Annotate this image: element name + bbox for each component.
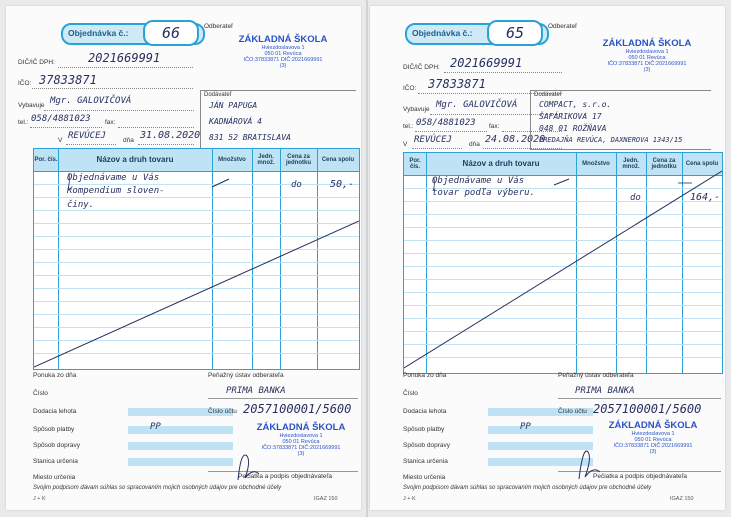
order-form-65	[370, 6, 725, 510]
col-quantity: Množstvo	[218, 156, 246, 163]
payment-value: PP	[150, 422, 161, 432]
supplier-line: COMPACT, s.r.o.	[539, 100, 612, 109]
col-name: Názov a druh tovaru	[96, 154, 174, 164]
dic-label: DIČ/IČ DPH:	[403, 64, 440, 71]
payment-value: PP	[520, 422, 531, 432]
col-unit: Jedn. množ.	[622, 157, 640, 170]
dic-value: 2021669991	[450, 56, 523, 70]
unit-price-value: do	[291, 180, 302, 190]
stamp-sign-label: Pečiatka a podpis objednávateľa	[238, 473, 333, 480]
col-unit-price: Cena za jednotku	[651, 157, 677, 170]
issued-by-value: Mgr. GALOVIČOVÁ	[50, 96, 132, 106]
order-number-label: Objednávka č.:	[412, 28, 473, 38]
supplier-line: JÁN PAPUGA	[209, 101, 258, 110]
col-unit-price: Cena za jednotku	[286, 153, 311, 166]
item-line: Objednávame u Vás	[432, 176, 525, 186]
supplier-line: PREDAJŇA REVÚCA, DAXNEROVA 1343/15	[539, 136, 683, 144]
unit-price-value: do	[630, 193, 641, 203]
dic-value: 2021669991	[88, 51, 161, 65]
supplier-line: 831 52 BRATISLAVA	[209, 133, 291, 142]
transport-label: Spôsob dopravy	[403, 442, 450, 449]
supplier-box	[200, 90, 356, 150]
consent-text: Svojim podpisom dávam súhlas so spracovaním mojich osobných údajov pre obchodné účely	[403, 485, 652, 491]
order-number: 66	[143, 20, 199, 46]
order-number: 65	[487, 20, 543, 46]
station-label: Stanica určenia	[33, 458, 78, 465]
issued-by-value: Mgr. GALOVIČOVÁ	[436, 100, 518, 110]
bank-label: Peňažný ústav odberateľa	[208, 372, 284, 379]
school-stamp-bottom: ZÁKLADNÁ ŠKOLA Hviezdoslavova 1 050 01 Revúca IČO:37833871 DIČ:2021669991 (3)	[608, 420, 698, 455]
bank-value: PRIMA BANKA	[575, 386, 635, 396]
items-table	[33, 148, 360, 370]
form-code-left: J + K	[403, 496, 416, 502]
supplier-box	[530, 90, 711, 150]
fax-label: fax:	[105, 119, 116, 126]
transport-label: Spôsob dopravy	[33, 442, 80, 449]
form-code-left: J + K	[33, 496, 46, 502]
town-prefix: V	[403, 141, 408, 148]
date-value: 31.08.2020	[140, 130, 201, 141]
total-value: 50,-	[330, 179, 355, 190]
day-label: dňa	[123, 137, 134, 144]
town-value: REVÚCEJ	[414, 135, 452, 145]
fax-label: fax:	[489, 123, 500, 130]
supplier-label: Dodávateľ	[534, 92, 562, 98]
customer-label: Odberateľ	[204, 23, 233, 30]
number-label: Číslo	[403, 390, 418, 397]
col-total: Cena spolu	[685, 160, 719, 167]
supplier-line: KADNÁROVÁ 4	[209, 117, 262, 126]
town-prefix: V	[58, 137, 63, 144]
place-label: Miesto určenia	[403, 474, 446, 481]
place-label: Miesto určenia	[33, 474, 76, 481]
day-label: dňa	[469, 141, 480, 148]
item-line: činy.	[67, 200, 95, 210]
supplier-line: 048 01 ROŽŇAVA	[539, 124, 607, 133]
col-total: Cena spolu	[321, 156, 355, 163]
issued-by-label: Vybavuje	[18, 102, 45, 109]
ico-label: IČO:	[18, 80, 32, 87]
col-number: Por. čís.	[409, 157, 421, 170]
school-stamp-top: ZÁKLADNÁ ŠKOLA Hviezdoslavova 1 050 01 Revúca IČO:37833871 DIČ:2021669991 (3)	[238, 34, 328, 69]
tel-label: tel.:	[18, 119, 29, 126]
ico-value: 37833871	[428, 77, 486, 91]
account-value: 2057100001/5600	[593, 402, 702, 416]
tel-value: 058/4881023	[31, 114, 91, 124]
supplier-line: ŠAFÁRIKOVA 17	[539, 112, 602, 121]
date-value: 24.08.2020	[485, 134, 546, 145]
order-number-label: Objednávka č.:	[68, 28, 129, 38]
town-value: REVÚCEJ	[68, 131, 106, 141]
stamp-sign-label: Pečiatka a podpis objednávateľa	[593, 473, 688, 480]
dic-label: DIČ/IČ DPH:	[18, 59, 55, 66]
school-stamp-top: ZÁKLADNÁ ŠKOLA Hviezdoslavova 1 050 01 Revúca IČO:37833871 DIČ:2021669991 (3)	[602, 38, 692, 73]
school-stamp-bottom: ZÁKLADNÁ ŠKOLA Hviezdoslavova 1 050 01 Revúca IČO:37833871 DIČ:2021669991 (3)	[256, 422, 346, 457]
order-number-box	[405, 23, 549, 45]
bank-label: Peňažný ústav odberateľa	[558, 372, 634, 379]
page-fold	[366, 0, 368, 517]
col-quantity: Množstvo	[582, 160, 610, 167]
offer-label: Ponuka zo dňa	[403, 372, 447, 379]
col-number: Por. čís.	[34, 156, 58, 163]
delivery-label: Dodacia lehota	[33, 408, 77, 415]
issued-by-label: Vybavuje	[403, 106, 430, 113]
order-number-box	[61, 23, 205, 45]
delivery-label: Dodacia lehota	[403, 408, 447, 415]
item-line: Kompendium sloven-	[67, 186, 165, 196]
col-unit: Jedn. množ.	[257, 153, 275, 166]
payment-label: Spôsob platby	[33, 426, 75, 433]
supplier-label: Dodávateľ	[204, 92, 232, 98]
ico-value: 37833871	[39, 73, 97, 87]
account-label: Číslo účtu	[558, 408, 587, 415]
order-form-66	[6, 6, 361, 510]
items-table	[403, 152, 723, 374]
signature	[233, 448, 263, 483]
item-line: tovar podľa výberu.	[432, 188, 535, 198]
signature	[573, 444, 603, 482]
station-label: Stanica určenia	[403, 458, 448, 465]
item-line: Objednávame u Vás	[67, 173, 160, 183]
total-value: 164,-	[690, 192, 721, 203]
form-code-right: IGAZ 150	[314, 496, 338, 502]
bank-value: PRIMA BANKA	[226, 386, 286, 396]
tel-label: tel.:	[403, 123, 414, 130]
account-value: 2057100001/5600	[243, 402, 352, 416]
tel-value: 058/4881023	[416, 118, 476, 128]
number-label: Číslo	[33, 390, 48, 397]
offer-label: Ponuka zo dňa	[33, 372, 77, 379]
customer-label: Odberateľ	[548, 23, 577, 30]
col-name: Názov a druh tovaru	[462, 158, 540, 168]
strike-through-line	[404, 153, 722, 373]
consent-text: Svojim podpisom dávam súhlas so spracovaním mojich osobných údajov pre obchodné účely	[33, 485, 282, 491]
form-code-right: IGAZ 150	[670, 496, 694, 502]
account-label: Číslo účtu	[208, 408, 237, 415]
payment-label: Spôsob platby	[403, 426, 445, 433]
ico-label: IČO:	[403, 85, 417, 92]
